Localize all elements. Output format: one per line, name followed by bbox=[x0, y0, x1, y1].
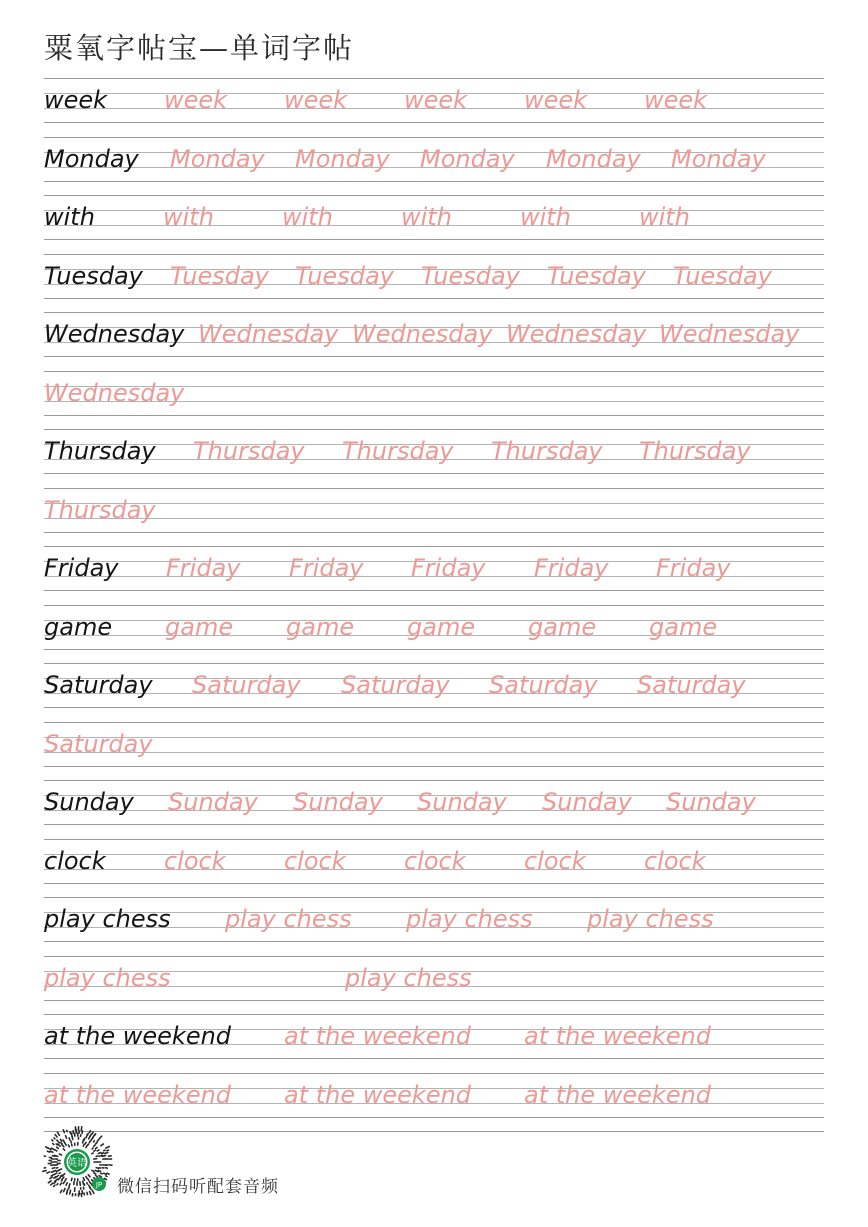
trace-word: Friday bbox=[656, 554, 731, 582]
row-words bbox=[44, 722, 824, 766]
trace-word: play chess bbox=[406, 905, 533, 933]
model-word: week bbox=[44, 86, 108, 114]
trace-word: Tuesday bbox=[295, 261, 394, 290]
row-words bbox=[44, 371, 824, 415]
qr-badge-text: 英语 bbox=[67, 1158, 87, 1169]
trace-word: Thursday bbox=[44, 495, 156, 524]
model-word: Thursday bbox=[44, 437, 156, 465]
practice-row bbox=[44, 663, 824, 722]
ruling-line bbox=[44, 766, 824, 767]
trace-word: Wednesday bbox=[506, 320, 647, 348]
row-words bbox=[44, 1014, 824, 1058]
trace-word: Sunday bbox=[666, 788, 756, 816]
model-word: Sunday bbox=[44, 788, 134, 816]
model-word: at the weekend bbox=[44, 1022, 232, 1050]
practice-row bbox=[44, 371, 824, 430]
row-words bbox=[44, 195, 824, 239]
trace-word: Saturday bbox=[637, 671, 746, 699]
ruling-line bbox=[44, 649, 824, 650]
trace-word: week bbox=[404, 86, 468, 114]
practice-row bbox=[44, 605, 824, 664]
model-word: Tuesday bbox=[44, 261, 143, 290]
practice-row bbox=[44, 429, 824, 488]
trace-word: Saturday bbox=[192, 671, 301, 699]
trace-word: Sunday bbox=[293, 788, 383, 816]
row-words bbox=[44, 780, 824, 824]
trace-word: at the weekend bbox=[524, 1022, 712, 1050]
row-words bbox=[44, 429, 824, 473]
trace-word: with bbox=[401, 203, 452, 231]
trace-word: week bbox=[284, 86, 348, 114]
trace-word: Friday bbox=[289, 554, 364, 582]
practice-row bbox=[44, 546, 824, 605]
trace-word: play chess bbox=[587, 905, 714, 933]
trace-word: Thursday bbox=[342, 437, 454, 465]
ruling-line bbox=[44, 298, 824, 299]
trace-word: with bbox=[282, 203, 333, 231]
wechat-mini-program-code-icon bbox=[41, 1126, 113, 1198]
trace-word: Thursday bbox=[491, 437, 603, 465]
trace-word: Tuesday bbox=[421, 261, 520, 290]
trace-word: week bbox=[524, 86, 588, 114]
trace-word: game bbox=[407, 612, 476, 641]
trace-word: Friday bbox=[411, 554, 486, 582]
trace-word: Saturday bbox=[341, 671, 450, 699]
practice-row bbox=[44, 78, 824, 137]
ruling-line bbox=[44, 473, 824, 474]
trace-word: Tuesday bbox=[170, 261, 269, 290]
page-title: 粟氧字帖宝—单词字帖 bbox=[44, 31, 355, 65]
row-words bbox=[44, 78, 824, 122]
practice-row bbox=[44, 254, 824, 313]
row-words bbox=[44, 488, 824, 532]
qr-small-badge-text: JP bbox=[95, 1181, 103, 1189]
trace-word: clock bbox=[284, 846, 346, 875]
trace-word: Wednesday bbox=[44, 378, 185, 407]
trace-word: clock bbox=[164, 846, 226, 875]
trace-word: clock bbox=[644, 846, 706, 875]
trace-word: Monday bbox=[420, 144, 515, 173]
ruling-line bbox=[44, 356, 824, 357]
ruling-line bbox=[44, 590, 824, 591]
handwriting-practice-sheet bbox=[44, 78, 824, 1132]
practice-row bbox=[44, 780, 824, 839]
footer-caption: 微信扫码听配套音频 bbox=[117, 1177, 279, 1197]
row-words bbox=[44, 1073, 824, 1117]
trace-word: Thursday bbox=[193, 437, 305, 465]
row-words bbox=[44, 546, 824, 590]
ruling-line bbox=[44, 707, 824, 708]
ruling-line bbox=[44, 1117, 824, 1118]
practice-row bbox=[44, 137, 824, 196]
ruling-line bbox=[44, 122, 824, 123]
trace-word: play chess bbox=[225, 905, 352, 933]
trace-word: Monday bbox=[295, 144, 390, 173]
practice-row bbox=[44, 839, 824, 898]
row-words bbox=[44, 605, 824, 649]
trace-word: Monday bbox=[170, 144, 265, 173]
trace-word: game bbox=[528, 612, 597, 641]
trace-word: Saturday bbox=[489, 671, 598, 699]
trace-word: game bbox=[649, 612, 718, 641]
ruling-line bbox=[44, 824, 824, 825]
trace-word: week bbox=[644, 86, 708, 114]
practice-row bbox=[44, 1014, 824, 1073]
row-words bbox=[44, 663, 824, 707]
trace-word: clock bbox=[524, 846, 586, 875]
trace-word: Saturday bbox=[44, 729, 153, 758]
practice-row bbox=[44, 1073, 824, 1132]
trace-word: game bbox=[165, 612, 234, 641]
ruling-line bbox=[44, 1000, 824, 1001]
practice-row bbox=[44, 195, 824, 254]
trace-word: Sunday bbox=[168, 788, 258, 816]
ruling-line bbox=[44, 941, 824, 942]
trace-word: Monday bbox=[546, 144, 641, 173]
practice-row bbox=[44, 897, 824, 956]
trace-word: at the weekend bbox=[524, 1080, 712, 1109]
trace-word: Monday bbox=[671, 144, 766, 173]
trace-word: Wednesday bbox=[352, 320, 493, 348]
footer bbox=[41, 1126, 441, 1198]
practice-row bbox=[44, 722, 824, 781]
trace-word: play chess bbox=[44, 963, 171, 992]
ruling-line bbox=[44, 239, 824, 240]
practice-row bbox=[44, 488, 824, 547]
model-word: Saturday bbox=[44, 671, 153, 699]
trace-word: at the weekend bbox=[284, 1080, 472, 1109]
trace-word: with bbox=[639, 203, 690, 231]
trace-word: with bbox=[163, 203, 214, 231]
model-word: play chess bbox=[44, 905, 171, 933]
ruling-line bbox=[44, 181, 824, 182]
ruling-line bbox=[44, 883, 824, 884]
ruling-line bbox=[44, 1058, 824, 1059]
trace-word: Thursday bbox=[639, 437, 751, 465]
row-words bbox=[44, 897, 824, 941]
trace-word: Friday bbox=[534, 554, 609, 582]
trace-word: at the weekend bbox=[44, 1080, 232, 1109]
row-words bbox=[44, 254, 824, 298]
row-words bbox=[44, 839, 824, 883]
trace-word: game bbox=[286, 612, 355, 641]
model-word: game bbox=[44, 612, 113, 641]
ruling-line bbox=[44, 415, 824, 416]
trace-word: at the weekend bbox=[284, 1022, 472, 1050]
trace-word: Sunday bbox=[417, 788, 507, 816]
trace-word: Friday bbox=[166, 554, 241, 582]
model-word: with bbox=[44, 203, 95, 231]
row-words bbox=[44, 137, 824, 181]
model-word: clock bbox=[44, 846, 106, 875]
practice-row bbox=[44, 312, 824, 371]
row-words bbox=[44, 956, 824, 1000]
trace-word: Wednesday bbox=[198, 320, 339, 348]
row-words bbox=[44, 312, 824, 356]
model-word: Monday bbox=[44, 144, 139, 173]
trace-word: Wednesday bbox=[659, 320, 800, 348]
trace-word: with bbox=[520, 203, 571, 231]
model-word: Friday bbox=[44, 554, 119, 582]
trace-word: clock bbox=[404, 846, 466, 875]
trace-word: Tuesday bbox=[673, 261, 772, 290]
model-word: Wednesday bbox=[44, 320, 185, 348]
ruling-line bbox=[44, 532, 824, 533]
trace-word: Tuesday bbox=[547, 261, 646, 290]
practice-row bbox=[44, 956, 824, 1015]
trace-word: play chess bbox=[345, 963, 472, 992]
trace-word: Sunday bbox=[542, 788, 632, 816]
trace-word: week bbox=[164, 86, 228, 114]
